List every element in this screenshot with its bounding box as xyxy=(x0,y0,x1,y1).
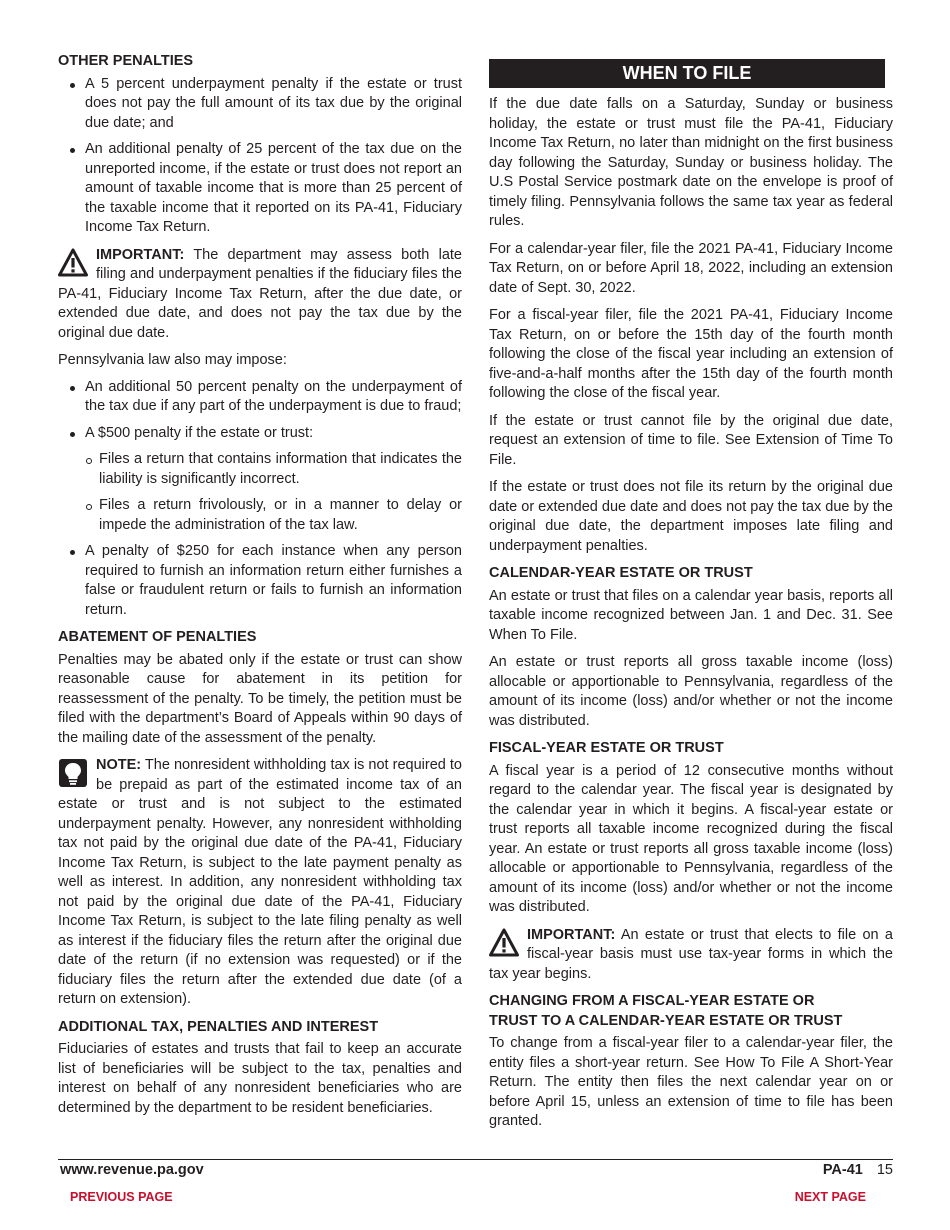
fiscal-year-heading: FISCAL-YEAR ESTATE OR TRUST xyxy=(489,740,724,756)
calendar-year-p1: An estate or trust that files on a calendar year basis, reports all taxable income recognized between Jan. 1 and Dec. 31. See When To File. xyxy=(489,587,893,643)
footer-divider xyxy=(58,1159,893,1160)
additional-heading: ADDITIONAL TAX, PENALTIES AND INTEREST xyxy=(58,1018,379,1035)
when-to-file-banner: WHEN TO FILE xyxy=(489,59,885,88)
warning-triangle-icon xyxy=(489,928,519,958)
important-callout xyxy=(58,246,462,344)
sub-list-item: Files a return that contains information that indicates the liability is significantly incorrect. xyxy=(58,450,462,489)
important-text: The department may assess both late filing and underpayment penalties if the fiduciary files the PA-41, Fiduciary Income Tax Return, after the due date, or extended due date, and does not pay the tax due by the original due date. xyxy=(58,246,462,341)
additional-text: Fiduciaries of estates and trusts that fail to keep an accurate list of beneficiaries will be subject to the tax, penalties and interest on behalf of any nonresident beneficiaries who are determined by the department to be resident beneficiaries. xyxy=(58,1041,462,1116)
right-column xyxy=(489,52,893,1132)
paragraph: If the estate or trust does not file its return by the original due date or extended due date and does not pay the tax due by the original due date, the department imposes late filing and underpayment penalties. xyxy=(489,479,893,554)
changing-heading-line2: TRUST TO A CALENDAR-YEAR ESTATE OR TRUST xyxy=(489,1012,843,1029)
note-label: NOTE: xyxy=(96,757,142,773)
left-column xyxy=(58,52,462,1118)
warning-triangle-icon xyxy=(58,248,88,278)
paragraph: For a fiscal-year filer, file the 2021 PA-41, Fiduciary Income Tax Return, on or before the 15th day of the fourth month following the close of the fiscal year including an extension of five-and-a-half months after the 15th day of the fourth month following the close of the fiscal year. xyxy=(489,307,893,401)
changing-text: To change from a fiscal-year filer to a calendar-year filer, the entity files a short-year return. See How To File A Short-Year Return. The entity then files the next calendar year on or before April 15, unless an extension of time to file has been granted. xyxy=(489,1035,893,1129)
sub-list-item: Files a return frivolously, or in a manner to delay or impede the administration of the tax law. xyxy=(58,496,462,535)
calendar-year-heading: CALENDAR-YEAR ESTATE OR TRUST xyxy=(489,565,753,581)
footer-page-info xyxy=(823,1162,893,1178)
abatement-text: Penalties may be abated only if the estate or trust can show reasonable cause for abatement in its petition for reassessment of the penalty. To be timely, the petition must be filed with the department’s Board of Appeals within 90 days of the mailing date of the assessment of the penalty. xyxy=(58,651,462,746)
important-callout-fiscal xyxy=(489,926,893,985)
list-item-label: A $500 penalty if the estate or trust: xyxy=(85,424,314,441)
important-label: IMPORTANT: xyxy=(527,926,616,943)
note-text: The nonresident withholding tax is not required to be prepaid as part of the estimated income tax of an estate or trust and is not subject to the estimated underpayment penalty. However, any nonresident withholding tax not paid by the original due date of the PA-41, Fiduciary Income Tax Return, is subject to the late payment penalty as well as interest. In addition, any nonresident withholding tax not paid by the original due date of the PA-41, Fiduciary Income Tax Return, is subject to the late filing penalty as well as interest if the fiduciary files the return after the original due date of the return (if no extension was requested) or if the fiduciary files the return after the extended due date (of a return on extension). xyxy=(58,757,462,1007)
important-label: IMPORTANT: xyxy=(96,246,185,263)
law-list-cont xyxy=(58,542,462,620)
list-item: A penalty of $250 for each instance when any person required to furnish an information return either furnishes a false or fraudulent return or fails to furnish an information return. xyxy=(58,542,462,620)
changing-heading-line1: CHANGING FROM A FISCAL-YEAR ESTATE OR xyxy=(489,993,815,1009)
list-item: An additional penalty of 25 percent of the tax due on the unreported income, if the estate or trust does not report an amount of taxable income that is more than 25 percent of the taxable income that it reported on its PA-41, Fiduciary Income Tax Return. xyxy=(58,140,462,238)
footer-website: www.revenue.pa.gov xyxy=(60,1162,204,1178)
previous-page-link[interactable]: PREVIOUS PAGE xyxy=(70,1190,173,1204)
lightbulb-icon xyxy=(58,758,88,788)
abatement-heading: ABATEMENT OF PENALTIES xyxy=(58,629,257,645)
paragraph: If the estate or trust cannot file by the original due date, request an extension of time to file. See Extension of Time To File. xyxy=(489,412,893,468)
list-item xyxy=(58,424,462,444)
changing-heading xyxy=(489,992,893,1031)
footer-form-name: PA-41 xyxy=(822,1162,863,1178)
list-item: A 5 percent underpayment penalty if the estate or trust does not pay the full amount of its tax due by the original due date; and xyxy=(58,75,462,134)
other-penalties-list xyxy=(58,75,462,238)
note-callout xyxy=(58,756,462,1010)
list-item: An additional 50 percent penalty on the underpayment of the tax due if any part of the underpayment is due to fraud; xyxy=(58,378,462,417)
next-page-link[interactable]: NEXT PAGE xyxy=(794,1190,866,1204)
fiscal-year-p1: A fiscal year is a period of 12 consecutive months without regard to the calendar year. The fiscal year is designated by the calendar year in which it begins. A fiscal-year estate or trust reports all taxable income recognized during the fiscal year. An estate or trust reports all gross taxable income (loss) allocable or apportionable to Pennsylvania, regardless of the amount of its income (loss) and/or whether or not the income was distributed. xyxy=(489,762,893,915)
law-list xyxy=(58,378,462,444)
paragraph: If the due date falls on a Saturday, Sunday or business holiday, the estate or trust must file the PA-41, Fiduciary Income Tax Return, no later than midnight on the first business day following the Saturday, Sunday or business holiday. The U.S Postal Service postmark date on the envelope is proof of timely filing. Pennsylvania follows the same tax year as federal rules. xyxy=(489,96,893,229)
paragraph: For a calendar-year filer, file the 2021 PA-41, Fiduciary Income Tax Return, on or before April 18, 2022, including an extension date of Sept. 30, 2022. xyxy=(489,240,893,296)
law-sublist xyxy=(58,450,462,535)
calendar-year-p2: An estate or trust reports all gross taxable income (loss) allocable or apportionable to Pennsylvania, regardless of the amount of its income (loss) and/or whether or not the income was distributed. xyxy=(489,654,893,729)
important-text: An estate or trust that elects to file on a fiscal-year basis must use tax-year forms in which the tax year begins. xyxy=(489,926,893,982)
law-intro: Pennsylvania law also may impose: xyxy=(58,352,287,368)
page-number: 15 xyxy=(876,1162,893,1178)
other-penalties-heading: OTHER PENALTIES xyxy=(58,53,194,69)
